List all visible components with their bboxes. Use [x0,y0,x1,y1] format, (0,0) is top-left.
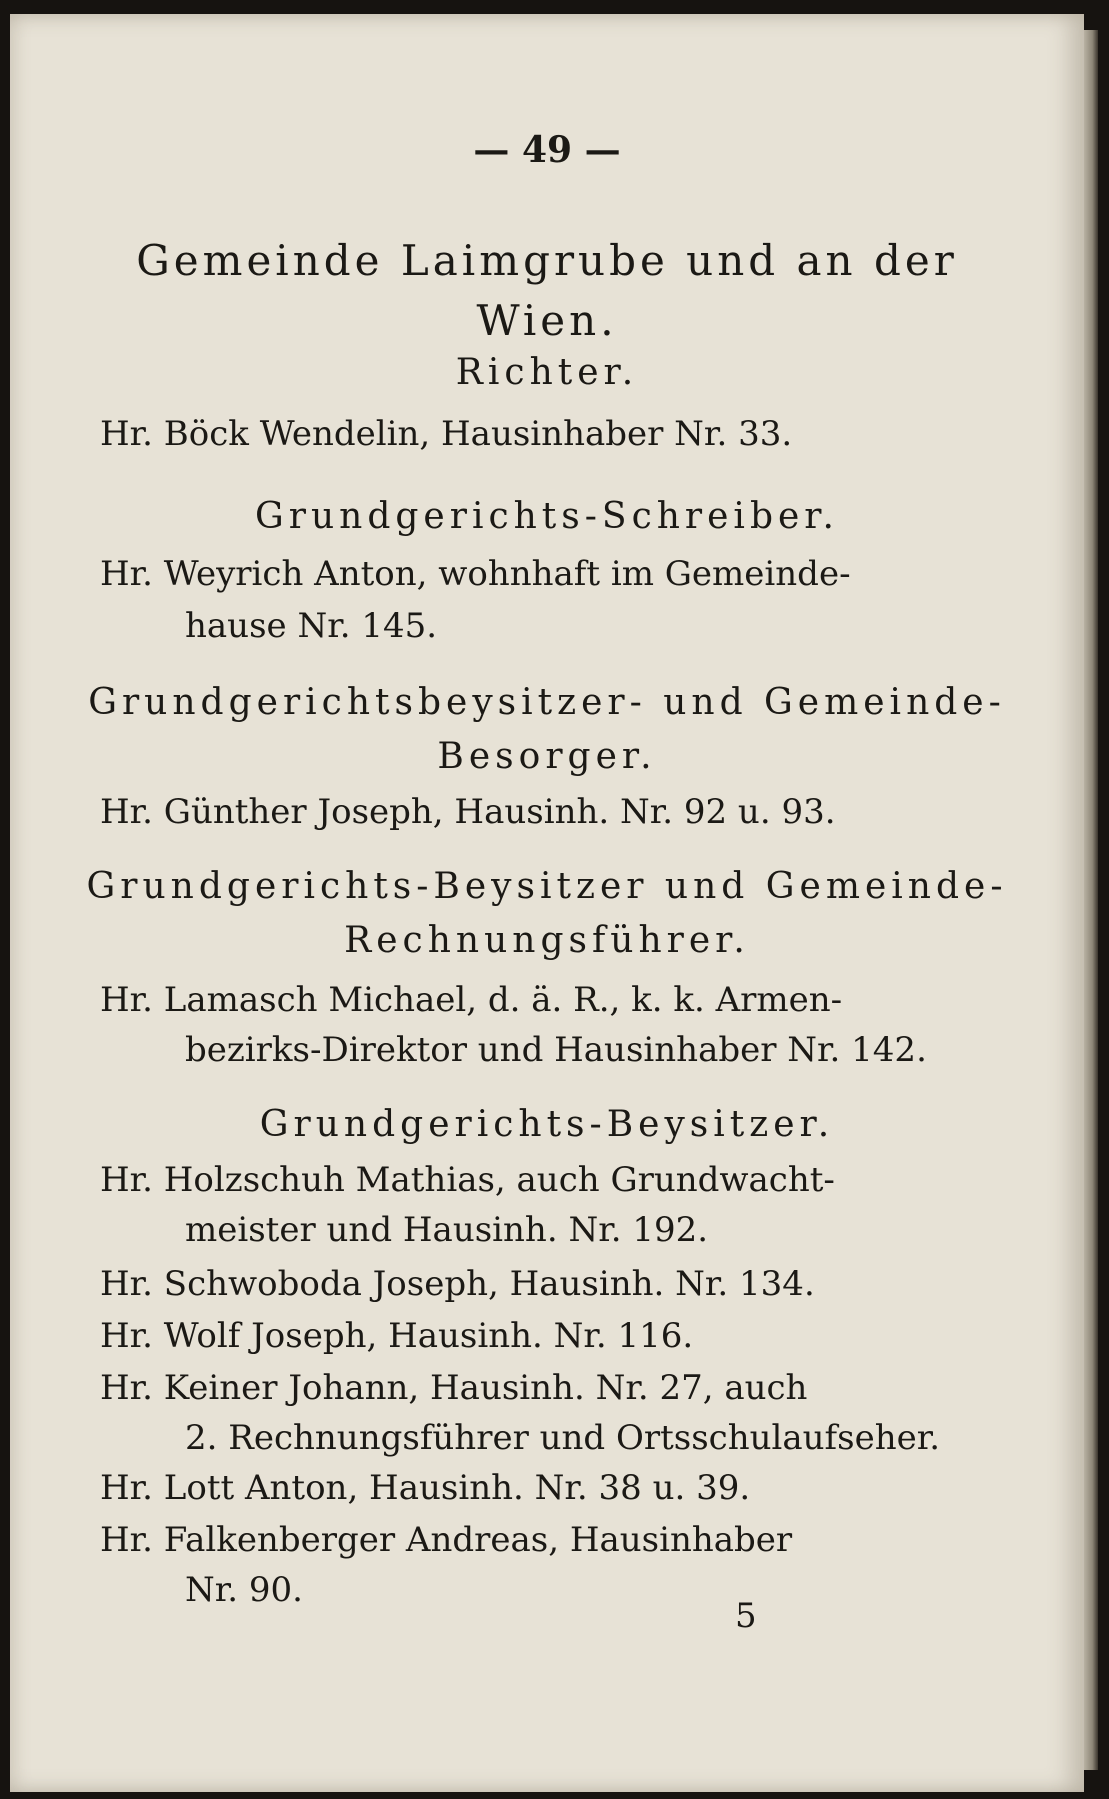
entry-line-continued: 2. Rechnungsführer und Ortsschulaufseher. [185,1418,941,1458]
section-heading-schreiber: Grundgerichts-Schreiber. [255,496,839,537]
signature-mark: 5 [735,1596,757,1636]
page-title-line-1: Gemeinde Laimgrube und an der [136,236,958,285]
entry-line-continued: Nr. 90. [185,1570,303,1610]
page-number: — 49 — [473,129,621,171]
page-title-line-2: Wien. [476,296,618,345]
entry-line: Hr. Weyrich Anton, wohnhaft im Gemeinde- [100,554,851,594]
entry-line: Hr. Falkenberger Andreas, Hausinhaber [100,1520,793,1560]
section-heading-rechnungsfuehrer: Grundgerichts-Beysitzer und Gemeinde- [86,866,1008,907]
entry-line: Hr. Schwoboda Joseph, Hausinh. Nr. 134. [100,1264,815,1304]
section-heading-besorger-2: Besorger. [437,736,657,777]
page-text [10,14,1084,1792]
entry-line: Hr. Günther Joseph, Hausinh. Nr. 92 u. 93. [100,792,836,832]
entry-line-continued: meister und Hausinh. Nr. 192. [185,1210,709,1250]
entry-line: Hr. Wolf Joseph, Hausinh. Nr. 116. [100,1316,694,1356]
entry-line: Hr. Böck Wendelin, Hausinhaber Nr. 33. [100,414,793,454]
section-heading-richter: Richter. [455,352,639,393]
page-edge [1084,30,1098,1770]
entry-line-continued: bezirks-Direktor und Hausinhaber Nr. 142. [185,1030,927,1070]
entry-line: Hr. Keiner Johann, Hausinh. Nr. 27, auch [100,1368,808,1408]
entry-line-continued: hause Nr. 145. [185,606,438,646]
entry-line: Hr. Lamasch Michael, d. ä. R., k. k. Armen- [100,980,843,1020]
section-heading-besorger: Grundgerichtsbeysitzer- und Gemeinde- [88,682,1006,723]
book-page [10,14,1084,1792]
entry-line: Hr. Holzschuh Mathias, auch Grundwacht- [100,1160,835,1200]
section-heading-beysitzer: Grundgerichts-Beysitzer. [259,1104,835,1145]
section-heading-rechnungsfuehrer-2: Rechnungsführer. [344,920,750,961]
entry-line: Hr. Lott Anton, Hausinh. Nr. 38 u. 39. [100,1468,751,1508]
